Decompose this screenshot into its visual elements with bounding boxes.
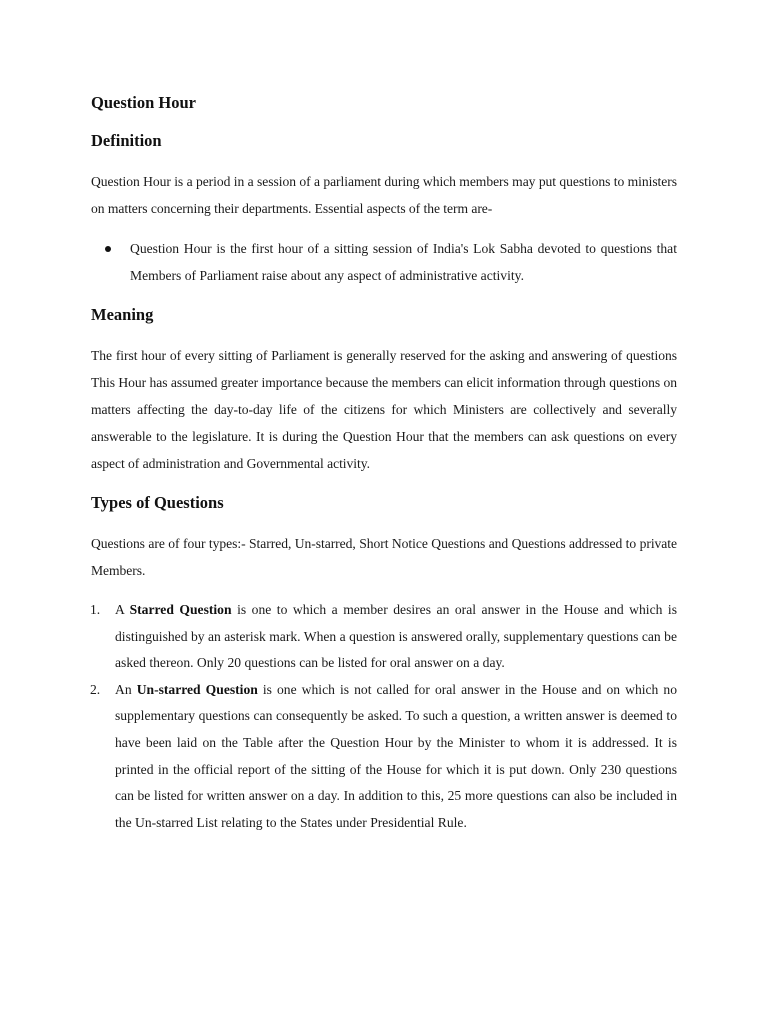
item-text: is one which is not called for oral answer in the House and on which no supplementary questions can consequently be asked. To such a question, a written answer is deemed to have been laid on the Table after the Question Hour by the Minister to whom it is addressed. It is printed in the official report of the sitting of the House for which it is put down. Only 230 questions can be listed for written answer on a day. In addition to this, 25 more questions can also be included in the Un-starred List relating to the States under Presidential Rule. xyxy=(115,681,678,830)
unstarred-question-term: Un-starred Question xyxy=(136,681,258,697)
bullet-icon xyxy=(105,246,111,252)
definition-bullet-list xyxy=(91,235,677,289)
list-number: 2. xyxy=(90,681,101,697)
item-prefix: An xyxy=(115,681,137,697)
definition-heading: Definition xyxy=(91,131,162,150)
list-item xyxy=(91,235,677,289)
starred-question-term: Starred Question xyxy=(129,602,232,617)
definition-paragraph: Question Hour is a period in a session of a parliament during which members may put questions to ministers on matters concerning their departments. Essential aspects of the term are- xyxy=(91,174,677,216)
list-item xyxy=(91,677,677,837)
question-types-list xyxy=(91,597,677,836)
list-number: 1. xyxy=(90,602,101,617)
item-text: is one to which a member desires an oral answer in the House and which is distinguished by an asterisk mark. When a question is answered orally, supplementary questions can be asked thereon. Only 20 questions can be listed for oral answer on a day. xyxy=(115,602,677,671)
types-paragraph: Questions are of four types:- Starred, Un-starred, Short Notice Questions and Questions addressed to private Members. xyxy=(91,536,677,578)
list-item xyxy=(91,597,677,677)
item-prefix: A xyxy=(115,602,130,617)
bullet-text: Question Hour is the first hour of a sitting session of India's Lok Sabha devoted to questions that Members of Parliament raise about any aspect of administrative activity. xyxy=(130,241,677,283)
meaning-paragraph: The first hour of every sitting of Parliament is generally reserved for the asking and answering of questions This Hour has assumed greater importance because the members can elicit information through questions on matters affecting the day-to-day life of the citizens for which Ministers are collectively and severally answerable to the legislature. It is during the Question Hour that the members can ask questions on every aspect of administration and Governmental activity. xyxy=(91,348,677,471)
meaning-heading: Meaning xyxy=(91,305,154,324)
page-title: Question Hour xyxy=(91,93,196,112)
types-heading: Types of Questions xyxy=(91,493,224,512)
